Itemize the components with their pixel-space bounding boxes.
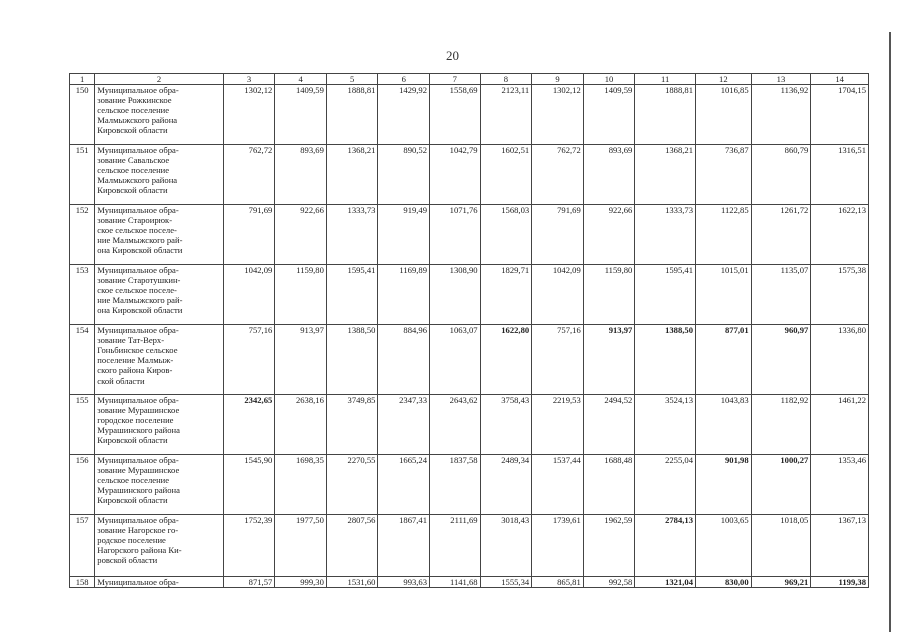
page-number: 20 bbox=[446, 48, 459, 63]
value-cell-col-5: 1388,50 bbox=[326, 325, 378, 395]
value-cell-col-9: 1302,12 bbox=[532, 85, 584, 145]
value-cell-col-14: 1367,13 bbox=[811, 515, 869, 577]
value-cell-col-6: 993,63 bbox=[378, 577, 430, 588]
municipality-name bbox=[95, 515, 223, 577]
column-number-row bbox=[70, 74, 869, 85]
municipality-name-line: Муниципальное обра- bbox=[97, 455, 179, 466]
value-cell-col-3: 1302,12 bbox=[223, 85, 275, 145]
value-cell-col-3: 1752,39 bbox=[223, 515, 275, 577]
municipality-name-line: Муниципальное обра- bbox=[97, 205, 179, 216]
value-cell-col-10: 1159,80 bbox=[583, 265, 635, 325]
table-row bbox=[70, 395, 869, 455]
value-cell-col-10: 913,97 bbox=[583, 325, 635, 395]
value-cell-col-7: 1042,79 bbox=[430, 145, 481, 205]
value-cell-col-3: 2342,65 bbox=[223, 395, 275, 455]
municipality-name-line: Кировской области bbox=[97, 185, 168, 196]
row-number: 153 bbox=[70, 265, 95, 325]
data-table bbox=[69, 73, 869, 588]
municipality-name-line: сельское поселение bbox=[97, 475, 170, 486]
value-cell-col-3: 791,69 bbox=[223, 205, 275, 265]
table-row bbox=[70, 577, 869, 588]
value-cell-col-11: 1388,50 bbox=[635, 325, 696, 395]
value-cell-col-12: 1016,85 bbox=[696, 85, 752, 145]
municipality-name-line: зование Рожкинское bbox=[97, 95, 172, 106]
value-cell-col-7: 2643,62 bbox=[430, 395, 481, 455]
municipality-name-line: Кировской области bbox=[97, 435, 168, 446]
municipality-name-line: сельское поселение bbox=[97, 165, 170, 176]
column-number-6: 6 bbox=[378, 74, 430, 85]
value-cell-col-4: 1977,50 bbox=[275, 515, 327, 577]
table-row bbox=[70, 85, 869, 145]
value-cell-col-4: 1409,59 bbox=[275, 85, 327, 145]
value-cell-col-13: 1182,92 bbox=[751, 395, 811, 455]
municipality-name bbox=[95, 577, 223, 588]
value-cell-col-13: 1136,92 bbox=[751, 85, 811, 145]
value-cell-col-12: 1015,01 bbox=[696, 265, 752, 325]
column-number-7: 7 bbox=[430, 74, 481, 85]
municipality-name-line: Кировской области bbox=[97, 495, 168, 506]
value-cell-col-3: 762,72 bbox=[223, 145, 275, 205]
value-cell-col-11: 1321,04 bbox=[635, 577, 696, 588]
column-number-13: 13 bbox=[751, 74, 811, 85]
municipality-name bbox=[95, 145, 223, 205]
value-cell-col-6: 884,96 bbox=[378, 325, 430, 395]
value-cell-col-5: 1595,41 bbox=[326, 265, 378, 325]
municipality-name bbox=[95, 265, 223, 325]
municipality-name-line: зование Староирюк- bbox=[97, 215, 173, 226]
page-edge-line bbox=[889, 32, 891, 632]
value-cell-col-8: 1829,71 bbox=[480, 265, 532, 325]
municipality-name-line: Муниципальное обра- bbox=[97, 395, 179, 406]
value-cell-col-4: 1159,80 bbox=[275, 265, 327, 325]
row-number: 157 bbox=[70, 515, 95, 577]
table-row bbox=[70, 265, 869, 325]
municipality-name-line: Кировской области bbox=[97, 125, 168, 136]
municipality-name-line: Муниципальное обра- bbox=[97, 577, 179, 588]
municipality-name bbox=[95, 455, 223, 515]
value-cell-col-11: 1888,81 bbox=[635, 85, 696, 145]
value-cell-col-12: 877,01 bbox=[696, 325, 752, 395]
value-cell-col-14: 1704,15 bbox=[811, 85, 869, 145]
municipality-name-line: зование Мурашинское bbox=[97, 465, 180, 476]
value-cell-col-7: 1141,68 bbox=[430, 577, 481, 588]
value-cell-col-8: 1622,80 bbox=[480, 325, 532, 395]
value-cell-col-11: 2784,13 bbox=[635, 515, 696, 577]
municipality-name-line: городское поселение bbox=[97, 415, 174, 426]
municipality-name-line: Муниципальное обра- bbox=[97, 145, 179, 156]
value-cell-col-9: 762,72 bbox=[532, 145, 584, 205]
municipality-name-line: Малмыжского района bbox=[97, 175, 178, 186]
municipality-name-line: ние Малмыжского рай- bbox=[97, 295, 183, 306]
column-number-2: 2 bbox=[95, 74, 223, 85]
municipality-name-line: Муниципальное обра- bbox=[97, 265, 179, 276]
column-number-9: 9 bbox=[532, 74, 584, 85]
column-number-3: 3 bbox=[223, 74, 275, 85]
value-cell-col-10: 893,69 bbox=[583, 145, 635, 205]
value-cell-col-5: 1368,21 bbox=[326, 145, 378, 205]
column-number-10: 10 bbox=[583, 74, 635, 85]
value-cell-col-14: 1575,38 bbox=[811, 265, 869, 325]
row-number: 154 bbox=[70, 325, 95, 395]
value-cell-col-5: 3749,85 bbox=[326, 395, 378, 455]
municipality-name-line: Муниципальное обра- bbox=[97, 325, 179, 336]
municipality-name-line: зование Мурашинское bbox=[97, 405, 180, 416]
value-cell-col-14: 1199,38 bbox=[811, 577, 869, 588]
value-cell-col-7: 1558,69 bbox=[430, 85, 481, 145]
value-cell-col-7: 1837,58 bbox=[430, 455, 481, 515]
municipality-name-line: ской области bbox=[97, 375, 145, 386]
municipality-name bbox=[95, 325, 223, 395]
value-cell-col-8: 1555,34 bbox=[480, 577, 532, 588]
table-row bbox=[70, 325, 869, 395]
municipality-name-line: она Кировской области bbox=[97, 305, 183, 316]
value-cell-col-7: 1071,76 bbox=[430, 205, 481, 265]
value-cell-col-10: 1409,59 bbox=[583, 85, 635, 145]
value-cell-col-7: 1308,90 bbox=[430, 265, 481, 325]
value-cell-col-11: 1333,73 bbox=[635, 205, 696, 265]
municipality-name-line: Малмыжского района bbox=[97, 115, 178, 126]
value-cell-col-9: 2219,53 bbox=[532, 395, 584, 455]
municipality-name bbox=[95, 85, 223, 145]
municipality-name-line: Нагорского района Ки- bbox=[97, 545, 182, 556]
row-number: 151 bbox=[70, 145, 95, 205]
value-cell-col-6: 1429,92 bbox=[378, 85, 430, 145]
value-cell-col-14: 1461,22 bbox=[811, 395, 869, 455]
municipality-name-line: зование Тат-Верх- bbox=[97, 335, 165, 346]
value-cell-col-5: 1888,81 bbox=[326, 85, 378, 145]
value-cell-col-9: 791,69 bbox=[532, 205, 584, 265]
value-cell-col-4: 1698,35 bbox=[275, 455, 327, 515]
value-cell-col-8: 2489,34 bbox=[480, 455, 532, 515]
value-cell-col-3: 871,57 bbox=[223, 577, 275, 588]
value-cell-col-8: 1602,51 bbox=[480, 145, 532, 205]
municipality-name-line: ского района Киров- bbox=[97, 365, 173, 376]
value-cell-col-13: 1135,07 bbox=[751, 265, 811, 325]
column-number-4: 4 bbox=[275, 74, 327, 85]
row-number: 155 bbox=[70, 395, 95, 455]
value-cell-col-5: 1531,60 bbox=[326, 577, 378, 588]
value-cell-col-14: 1336,80 bbox=[811, 325, 869, 395]
value-cell-col-12: 1122,85 bbox=[696, 205, 752, 265]
value-cell-col-12: 1003,65 bbox=[696, 515, 752, 577]
value-cell-col-6: 1867,41 bbox=[378, 515, 430, 577]
municipality-name bbox=[95, 205, 223, 265]
value-cell-col-14: 1316,51 bbox=[811, 145, 869, 205]
value-cell-col-14: 1622,13 bbox=[811, 205, 869, 265]
value-cell-col-13: 860,79 bbox=[751, 145, 811, 205]
value-cell-col-8: 2123,11 bbox=[480, 85, 532, 145]
municipality-name-line: зование Нагорское го- bbox=[97, 525, 179, 536]
municipality-name-line: Гоньбинское сельское bbox=[97, 345, 178, 356]
municipality-name-line: поселение Малмыж- bbox=[97, 355, 174, 366]
value-cell-col-5: 2270,55 bbox=[326, 455, 378, 515]
value-cell-col-13: 969,21 bbox=[751, 577, 811, 588]
value-cell-col-12: 736,87 bbox=[696, 145, 752, 205]
municipality-name-line: ское сельское поселе- bbox=[97, 285, 177, 296]
value-cell-col-12: 830,00 bbox=[696, 577, 752, 588]
municipality-name-line: Мурашинского района bbox=[97, 425, 180, 436]
row-number: 156 bbox=[70, 455, 95, 515]
value-cell-col-4: 2638,16 bbox=[275, 395, 327, 455]
value-cell-col-13: 1000,27 bbox=[751, 455, 811, 515]
value-cell-col-11: 3524,13 bbox=[635, 395, 696, 455]
value-cell-col-4: 893,69 bbox=[275, 145, 327, 205]
value-cell-col-7: 1063,07 bbox=[430, 325, 481, 395]
value-cell-col-9: 1739,61 bbox=[532, 515, 584, 577]
value-cell-col-13: 1018,05 bbox=[751, 515, 811, 577]
value-cell-col-13: 960,97 bbox=[751, 325, 811, 395]
value-cell-col-6: 1665,24 bbox=[378, 455, 430, 515]
value-cell-col-10: 992,58 bbox=[583, 577, 635, 588]
municipality-name-line: родское поселение bbox=[97, 535, 166, 546]
value-cell-col-6: 890,52 bbox=[378, 145, 430, 205]
row-number: 150 bbox=[70, 85, 95, 145]
row-number: 152 bbox=[70, 205, 95, 265]
value-cell-col-8: 3758,43 bbox=[480, 395, 532, 455]
value-cell-col-12: 1043,83 bbox=[696, 395, 752, 455]
value-cell-col-6: 919,49 bbox=[378, 205, 430, 265]
value-cell-col-12: 901,98 bbox=[696, 455, 752, 515]
table-body bbox=[70, 85, 869, 588]
municipality-name-line: ровской области bbox=[97, 555, 158, 566]
value-cell-col-7: 2111,69 bbox=[430, 515, 481, 577]
value-cell-col-3: 757,16 bbox=[223, 325, 275, 395]
table-row bbox=[70, 205, 869, 265]
value-cell-col-9: 757,16 bbox=[532, 325, 584, 395]
value-cell-col-4: 999,30 bbox=[275, 577, 327, 588]
value-cell-col-11: 2255,04 bbox=[635, 455, 696, 515]
municipality-name-line: сельское поселение bbox=[97, 105, 170, 116]
value-cell-col-5: 2807,56 bbox=[326, 515, 378, 577]
row-number: 158 bbox=[70, 577, 95, 588]
value-cell-col-10: 2494,52 bbox=[583, 395, 635, 455]
municipality-name-line: Муниципальное обра- bbox=[97, 85, 179, 96]
value-cell-col-10: 1962,59 bbox=[583, 515, 635, 577]
table-row bbox=[70, 455, 869, 515]
column-number-8: 8 bbox=[480, 74, 532, 85]
value-cell-col-11: 1368,21 bbox=[635, 145, 696, 205]
municipality-name bbox=[95, 395, 223, 455]
value-cell-col-14: 1353,46 bbox=[811, 455, 869, 515]
value-cell-col-9: 1537,44 bbox=[532, 455, 584, 515]
value-cell-col-9: 1042,09 bbox=[532, 265, 584, 325]
municipality-name-line: она Кировской области bbox=[97, 245, 183, 256]
value-cell-col-9: 865,81 bbox=[532, 577, 584, 588]
value-cell-col-3: 1545,90 bbox=[223, 455, 275, 515]
value-cell-col-10: 1688,48 bbox=[583, 455, 635, 515]
value-cell-col-6: 2347,33 bbox=[378, 395, 430, 455]
municipality-name-line: зование Савальское bbox=[97, 155, 170, 166]
municipality-name-line: ние Малмыжского рай- bbox=[97, 235, 183, 246]
municipality-name-line: Мурашинского района bbox=[97, 485, 180, 496]
value-cell-col-8: 1568,03 bbox=[480, 205, 532, 265]
column-number-12: 12 bbox=[696, 74, 752, 85]
table-row bbox=[70, 515, 869, 577]
column-number-11: 11 bbox=[635, 74, 696, 85]
value-cell-col-4: 922,66 bbox=[275, 205, 327, 265]
column-number-5: 5 bbox=[326, 74, 378, 85]
value-cell-col-13: 1261,72 bbox=[751, 205, 811, 265]
value-cell-col-10: 922,66 bbox=[583, 205, 635, 265]
value-cell-col-11: 1595,41 bbox=[635, 265, 696, 325]
value-cell-col-3: 1042,09 bbox=[223, 265, 275, 325]
value-cell-col-8: 3018,43 bbox=[480, 515, 532, 577]
municipality-name-line: ское сельское поселе- bbox=[97, 225, 177, 236]
value-cell-col-6: 1169,89 bbox=[378, 265, 430, 325]
column-number-14: 14 bbox=[811, 74, 869, 85]
value-cell-col-4: 913,97 bbox=[275, 325, 327, 395]
value-cell-col-5: 1333,73 bbox=[326, 205, 378, 265]
table-row bbox=[70, 145, 869, 205]
column-number-1: 1 bbox=[70, 74, 95, 85]
municipality-name-line: зование Старотушкин- bbox=[97, 275, 181, 286]
municipality-name-line: Муниципальное обра- bbox=[97, 515, 179, 526]
